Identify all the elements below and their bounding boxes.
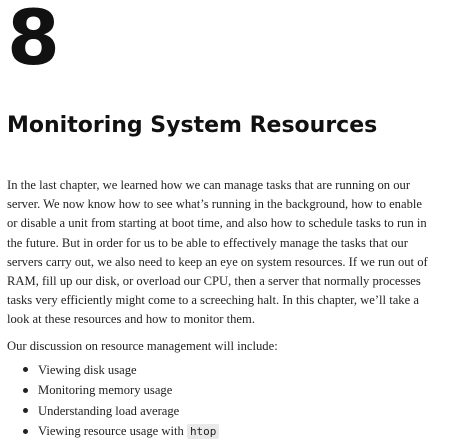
intro-line: In the last chapter, we learned how we can manage tasks that are running on our [7, 178, 411, 192]
list-item [7, 380, 471, 401]
list-item [7, 421, 471, 442]
chapter-body [7, 176, 471, 442]
intro-line: the future. But in order for us to be able to effectively manage the tasks that our [7, 235, 408, 250]
list-item-text: Viewing resource usage with [38, 424, 187, 439]
list-item [7, 401, 471, 422]
bullet-icon [23, 429, 28, 434]
intro-paragraph [7, 176, 471, 330]
intro-line: tasks very efficiently might come to a screeching halt. In this chapter, we’ll take a [7, 293, 419, 308]
intro-line: servers carry out, we also need to keep an eye on system resources. If we run out of [7, 254, 428, 269]
list-item-text: Understanding load average [38, 403, 180, 418]
intro-line: server. We now know how to see what’s running in the background, how to enable [7, 197, 422, 212]
list-lead-in: Our discussion on resource management will include: [7, 338, 278, 353]
inline-code: htop [187, 424, 220, 439]
list-item-text: Monitoring memory usage [38, 383, 173, 398]
chapter-title: Monitoring System Resources [7, 113, 378, 138]
list-item [7, 360, 471, 381]
bullet-icon [23, 408, 28, 413]
bullet-icon [23, 367, 28, 372]
chapter-number: 8 [7, 0, 60, 82]
topic-list [7, 360, 471, 442]
bullet-icon [23, 388, 28, 393]
list-item-text: Viewing disk usage [38, 362, 137, 377]
intro-line: or disable a unit from starting at boot time, and also how to schedule tasks to run in [7, 216, 427, 231]
intro-line: RAM, fill up our disk, or overload our CPU, then a server that normally processes [7, 274, 421, 289]
intro-line: look at these resources and how to monitor them. [7, 312, 255, 327]
